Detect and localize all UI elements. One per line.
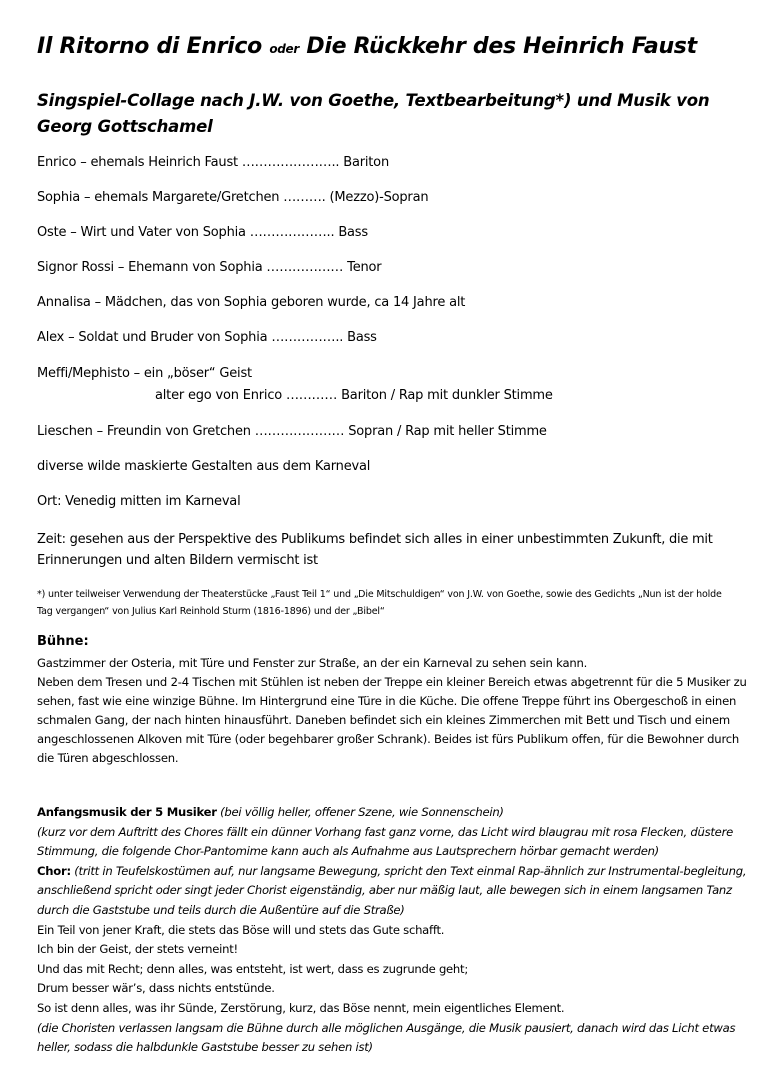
role-alex: Alex – Soldat und Bruder von Sophia …………….. Bass [37,330,377,345]
document-title [37,34,697,59]
document-subtitle: Singspiel-Collage nach J.W. von Goethe, Textbearbeitung*) und Musik von Georg Gottschamel [37,91,710,136]
chor-line [37,862,747,921]
zeit-paragraph: Zeit: gesehen aus der Perspektive des Publikums befindet sich alles in einer unbestimmten Zukunft, die mit Erinnerungen und alten Bildern vermischt ist [37,532,713,568]
music-label: Anfangsmusik der 5 Musiker [37,805,217,819]
chor-direction: (tritt in Teufelskostümen auf, nur langsame Bewegung, spricht den Text einmal Rap-ähnlich zur Instrumental-begleitung, anschließend spricht oder singt jeder Chorist eigenständig, aber nur mäßig laut, alle bewegen sich in einem langsamen Tanz durch die Gaststube und teils durch die Außentüre auf die Straße) [37,863,747,917]
ort-line: Ort: Venedig mitten im Karneval [37,494,241,509]
role-annalisa: Annalisa – Mädchen, das von Sophia geboren wurde, ca 14 Jahre alt [37,295,466,310]
chor-text-line-3: Und das mit Recht; denn alles, was entsteht, ist wert, dass es zugrunde geht; [37,961,468,976]
stage-direction-2: (die Choristen verlassen langsam die Bühne durch alle möglichen Ausgänge, die Musik pausiert, danach wird das Licht etwas heller, sodass die halbdunkle Gaststube besser zu sehen ist) [37,1020,736,1055]
buehne-heading: Bühne: [37,634,89,649]
chor-label: Chor: [37,863,71,878]
title-part-2: Die Rückkehr des Heinrich Faust [299,34,697,59]
role-oste: Oste – Wirt und Vater von Sophia ……………….. Bass [37,225,368,240]
role-meffi-alter-ego: alter ego von Enrico ………… Bariton / Rap mit dunkler Stimme [155,388,553,403]
title-part-1: Il Ritorno di Enrico [37,34,270,59]
buehne-text [37,654,757,768]
role-lieschen: Lieschen – Freundin von Gretchen ………………… Sopran / Rap mit heller Stimme [37,424,547,439]
stage-direction-1: (kurz vor dem Auftritt des Chores fällt ein dünner Vorhang fast ganz vorne, das Licht wird blaugrau mit rosa Flecken, düstere Stimmung, die folgende Chor-Pantomime kann auch als Aufnahme aus Lautsprechern hörbar gemacht werden) [37,824,733,859]
role-rossi: Signor Rossi – Ehemann von Sophia ……………… Tenor [37,260,382,275]
role-karneval-gestalten: diverse wilde maskierte Gestalten aus dem Karneval [37,459,371,474]
footnote: *) unter teilweiser Verwendung der Theaterstücke „Faust Teil 1“ und „Die Mitschuldigen“ von J.W. von Goethe, sowie des Gedichts „Nun ist der holde Tag vergangen“ von Julius Karl Reinhold Sturm (1816-1896) und der „Bibel“ [37,589,722,617]
role-enrico: Enrico – ehemals Heinrich Faust ………………….. Bariton [37,155,389,170]
chor-text-line-1: Ein Teil von jener Kraft, die stets das Böse will und stets das Gute schafft. [37,922,445,937]
buehne-paragraph: Neben dem Tresen und 2-4 Tischen mit Stühlen ist neben der Treppe ein kleiner Bereich etwas abgetrennt für die 5 Musiker zu sehen, fast wie eine winzige Bühne. Im Hintergrund eine Türe in die Küche. Die offene Treppe führt ins Obergeschoß in einen schmalen Gang, der nach hinten hinausführt. Daneben befindet sich ein kleines Zimmerchen mit Bett und Tisch und einem angeschlossenen Alkoven mit Türe (oder begehbarer großer Schrank). Beides ist fürs Publikum offen, für die Bewohner durch die Türen abgeschlossen. [37,675,747,765]
buehne-line-1: Gastzimmer der Osteria, mit Türe und Fenster zur Straße, an der ein Karneval zu sehen sein kann. [37,656,588,670]
role-sophia: Sophia – ehemals Margarete/Gretchen ………. (Mezzo)-Sopran [37,190,429,205]
chor-text-line-2: Ich bin der Geist, der stets verneint! [37,942,238,957]
role-meffi: Meffi/Mephisto – ein „böser“ Geist [37,366,252,381]
chor-text-line-5: So ist denn alles, was ihr Sünde, Zerstörung, kurz, das Böse nennt, mein eigentliches Element. [37,1000,565,1015]
scene-opening [37,803,747,1058]
chor-text-line-4: Drum besser wär’s, dass nichts entstünde. [37,981,275,996]
music-note: (bei völlig heller, offener Szene, wie Sonnenschein) [216,805,504,819]
music-line [37,803,747,823]
title-oder: oder [269,42,300,56]
